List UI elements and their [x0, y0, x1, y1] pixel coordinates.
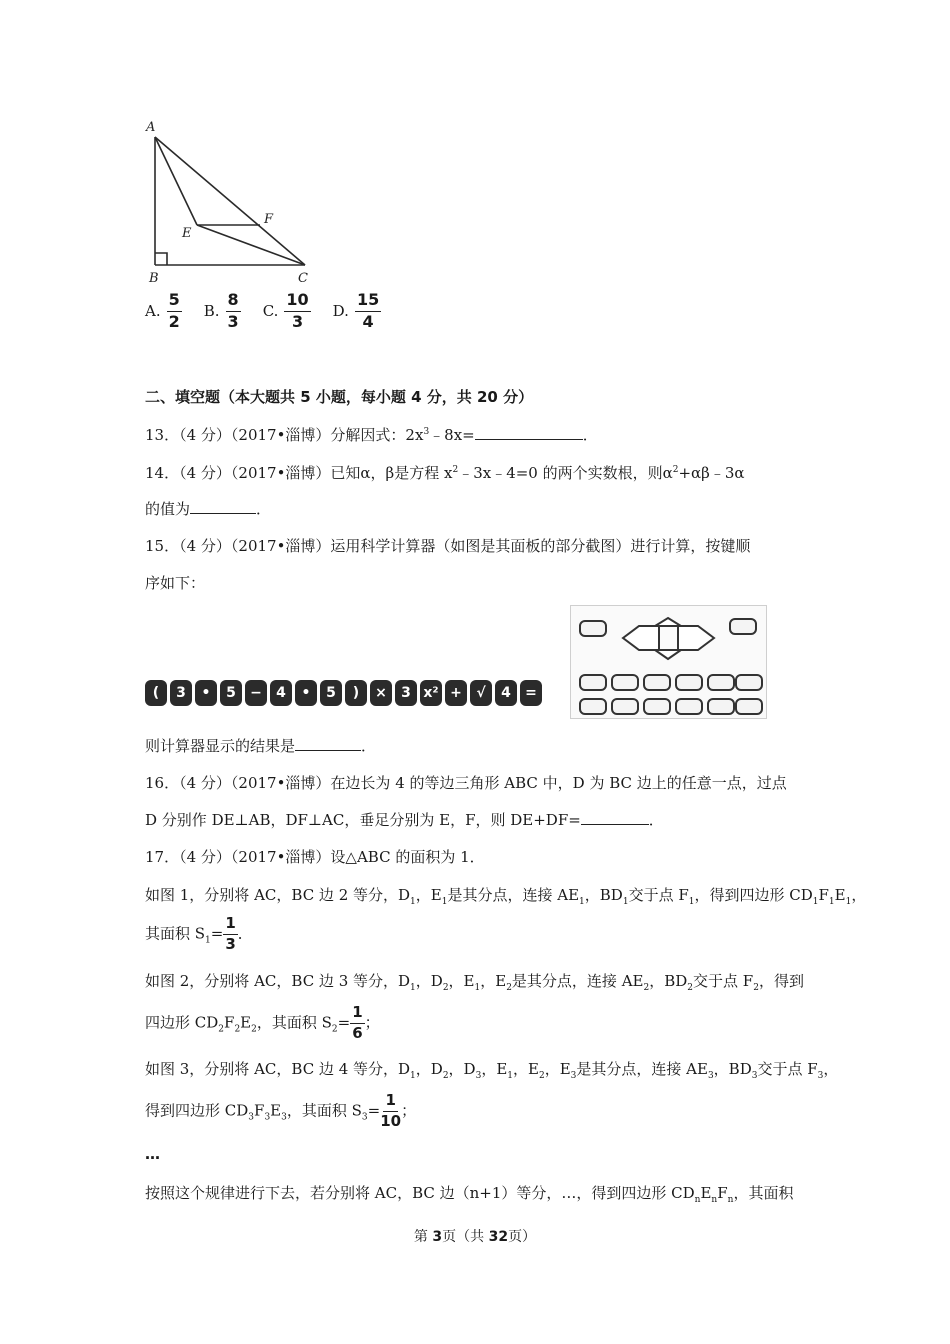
answer-blank[interactable] — [475, 425, 583, 440]
choice-b: B. $\frac{8}{3}$ — [203, 290, 239, 331]
label-b: B — [149, 271, 159, 286]
answer-blank[interactable] — [190, 499, 256, 514]
panel-key — [611, 698, 639, 715]
question-13: 13．（4 分）（2017•淄博）分解因式：$2x^3﹣8x=$ ． — [145, 426, 598, 444]
calculator-key: • — [295, 680, 317, 706]
fraction: $\frac{15}{4}$ — [356, 290, 380, 331]
panel-key — [643, 698, 671, 715]
choice-d: D. $\frac{15}{4}$ — [332, 290, 380, 331]
calculator-key: • — [195, 680, 217, 706]
panel-key — [707, 674, 735, 691]
question-17-fig1: 如图 1，分别将 AC，BC 边 2 等分，$D_1$，$E_1$是其分点，连接 $AE_1$，$BD_1$交于点 $F_1$，得到四边形 $CD_1F_1E_1$， — [145, 886, 867, 907]
direction-pad-icon — [621, 616, 716, 661]
fraction: $\frac{1}{6}$ — [352, 1003, 363, 1042]
question-14-line2: 的值为 ． — [145, 500, 272, 518]
question-16-line2: D 分别作 DE⊥AB，DF⊥AC，垂足分别为 E，F，则 DE+DF= ． — [145, 811, 664, 829]
page-footer: 第 3页（共 32页） — [413, 1229, 537, 1245]
fraction: $\frac{1}{10}$ — [380, 1091, 402, 1130]
panel-key — [579, 620, 607, 637]
panel-key — [675, 674, 703, 691]
question-14: 14．（4 分）（2017•淄博）已知α，β是方程 $x^2﹣3x﹣4=0$ 的两个实数根，则$\alpha^2+\alpha\beta﹣3\alpha$ — [145, 464, 745, 482]
calculator-key: − — [245, 680, 267, 706]
calculator-key: 5 — [220, 680, 242, 706]
fraction: $\frac{8}{3}$ — [227, 290, 239, 331]
calculator-key: × — [370, 680, 392, 706]
question-17-last: 按照这个规律进行下去，若分别将 AC，BC 边（n+1）等分，…，得到四边形 $CD_nE_nF_n$，其面积 — [145, 1184, 794, 1205]
fraction: $\frac{5}{2}$ — [168, 290, 180, 331]
panel-key — [579, 674, 607, 691]
question-17-fig3: 如图 3，分别将 AC，BC 边 4 等分，$D_1$，$D_2$，$D_3$，$E_1$，$E_2$，$E_3$是其分点，连接 $AE_3$，$BD_3$交于点 $F_3$， — [145, 1060, 839, 1081]
calculator-key: x² — [420, 680, 442, 706]
answer-choices — [145, 292, 403, 331]
page-number: 3 — [432, 1229, 443, 1245]
question-17-fig2-area: 四边形 $CD_2F_2E_2$，其面积 $S_2=$ $\frac{1}{6}$ ； — [145, 1003, 380, 1042]
panel-key — [707, 698, 735, 715]
key-row — [145, 680, 545, 706]
panel-key — [675, 698, 703, 715]
segment-ec — [197, 225, 305, 265]
fraction: $\frac{1}{3}$ — [225, 914, 236, 953]
answer-blank[interactable] — [295, 736, 361, 751]
calculator-key: = — [520, 680, 542, 706]
question-16: 16．（4 分）（2017•淄博）在边长为 4 的等边三角形 ABC 中，D 为 BC 边上的任意一点，过点 — [145, 774, 787, 792]
segment-ae — [155, 137, 197, 225]
page-total: 32 — [488, 1229, 509, 1245]
panel-key — [729, 618, 757, 635]
fraction: $\frac{10}{3}$ — [286, 290, 309, 331]
right-angle-mark — [155, 253, 167, 265]
choice-a: A. $\frac{5}{2}$ — [145, 290, 180, 331]
calculator-key: 4 — [270, 680, 292, 706]
panel-key — [611, 674, 639, 691]
calculator-key: + — [445, 680, 467, 706]
calculator-panel-image — [570, 605, 767, 719]
question-15-line2: 序如下： — [145, 574, 206, 592]
panel-key — [735, 674, 763, 691]
segment-ac — [155, 137, 305, 265]
label-f: F — [264, 212, 274, 227]
section-title: 二、填空题（本大题共 5 小题，每小题 4 分，共 20 分） — [145, 388, 534, 406]
calculator-key: 5 — [320, 680, 342, 706]
answer-blank[interactable] — [581, 810, 649, 825]
panel-key — [735, 698, 763, 715]
calculator-key: ) — [345, 680, 367, 706]
triangle-figure — [140, 115, 330, 290]
label-e: E — [182, 226, 192, 241]
question-15-result: 则计算器显示的结果是 ． — [145, 737, 377, 755]
question-17: 17．（4 分）（2017•淄博）设△ABC 的面积为 1． — [145, 848, 485, 866]
calculator-key: 3 — [395, 680, 417, 706]
calculator-key: 3 — [170, 680, 192, 706]
choice-c: C. $\frac{10}{3}$ — [262, 290, 309, 331]
question-17-fig1-area: 其面积 $S_1=$ $\frac{1}{3}$ ． — [145, 914, 253, 953]
panel-key — [643, 674, 671, 691]
question-15: 15．（4 分）（2017•淄博）运用科学计算器（如图是其面板的部分截图）进行计算，按键顺 — [145, 537, 751, 555]
ellipsis: … — [145, 1145, 160, 1163]
calculator-key: ( — [145, 680, 167, 706]
calculator-key: √ — [470, 680, 492, 706]
key-sequence — [145, 605, 555, 715]
panel-key — [579, 698, 607, 715]
calculator-key: 4 — [495, 680, 517, 706]
question-17-fig2: 如图 2，分别将 AC，BC 边 3 等分，$D_1$，$D_2$，$E_1$，$E_2$是其分点，连接 $AE_2$，$BD_2$交于点 $F_2$，得到 — [145, 972, 804, 993]
label-c: C — [298, 271, 308, 286]
question-17-fig3-area: 得到四边形 $CD_3F_3E_3$，其面积 $S_3=$ $\frac{1}{10}$ ； — [145, 1091, 417, 1130]
label-a: A — [146, 120, 156, 135]
